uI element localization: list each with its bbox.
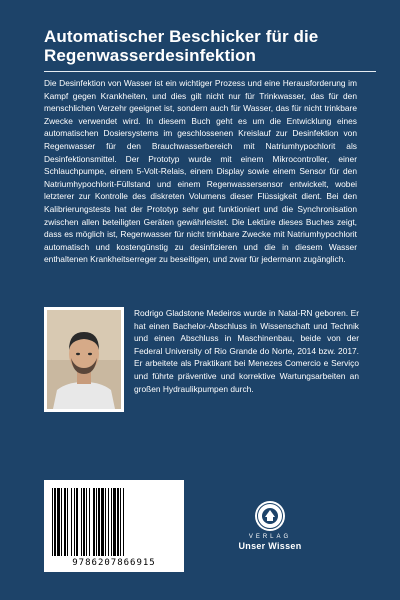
barcode-bars: [52, 488, 176, 556]
title-divider: [44, 71, 376, 72]
publisher-verlag-label: VERLAG: [248, 534, 292, 540]
author-bio: Rodrigo Gladstone Medeiros wurde in Natal-RN geboren. Er hat einen Bachelor-Abschluss in Wissenschaft und Technik und einen Abschluss in Maschinenbau, beide von der Federal University of Rio Grande do Norte, 2014 bzw. 2017. Er arbeitete als Praktikant bei Menezes Comercio e Serviço und führte präventive und korrektive Wartungsarbeiten an großen Hydraulikpumpen durch.: [134, 308, 359, 394]
publisher-name: Unser Wissen: [238, 541, 302, 551]
book-title: Automatischer Beschicker für die Regenwasserdesinfektion: [44, 27, 319, 65]
author-photo: [44, 307, 124, 412]
isbn-barcode: [44, 480, 184, 572]
author-portrait-image: [47, 310, 121, 409]
book-description: Die Desinfektion von Wasser ist ein wichtiger Prozess und eine Herausforderung im Kampf gegen Krankheiten, und dies gilt nicht nur für Trinkwasser, das für den menschlichen Verzehr geeignet ist, sondern auch für Wasser, das für nicht trinkbare Zwecke verwendet wird. In diesem Buch geht es um die Entwicklung eines automatischen Dosiersystems im geschlossenen Kreislauf zur Desinfektion von Regenwasser für den Brauchwasserbereich mit Natriumhypochlorit als Desinfektionsmittel. Der Prototyp wurde mit einem Mikrocontroller, einer Schlauchpumpe, einem 5-Volt-Relais, einem Display sowie einem Sensor für den Natriumhypochlorit-Füllstand und einem Regenwassersensor entwickelt, wobei letzterer zur Kontrolle des diskreten Volumens dieser Flüssigkeit dient. Bei den Kalibrierungstests hat der Prototyp sehr gut funktioniert und die Synchronisation zwischen allen beteiligten Geräten gewährleistet. Die Lektüre dieses Buches zeigt, dass es möglich ist, Regenwasser für nicht trinkbare Zwecke mit Natriumhypochlorit automatisch und kostengünstig zu desinfizieren und die in diesem Wasser enthaltenen Krankheitserreger zu beseitigen, und zwar für jedermann zugänglich.: [44, 78, 357, 265]
publisher-seal-icon: [254, 500, 286, 532]
isbn-number: 9786207866915: [72, 558, 156, 568]
publisher-logo: [230, 500, 310, 551]
